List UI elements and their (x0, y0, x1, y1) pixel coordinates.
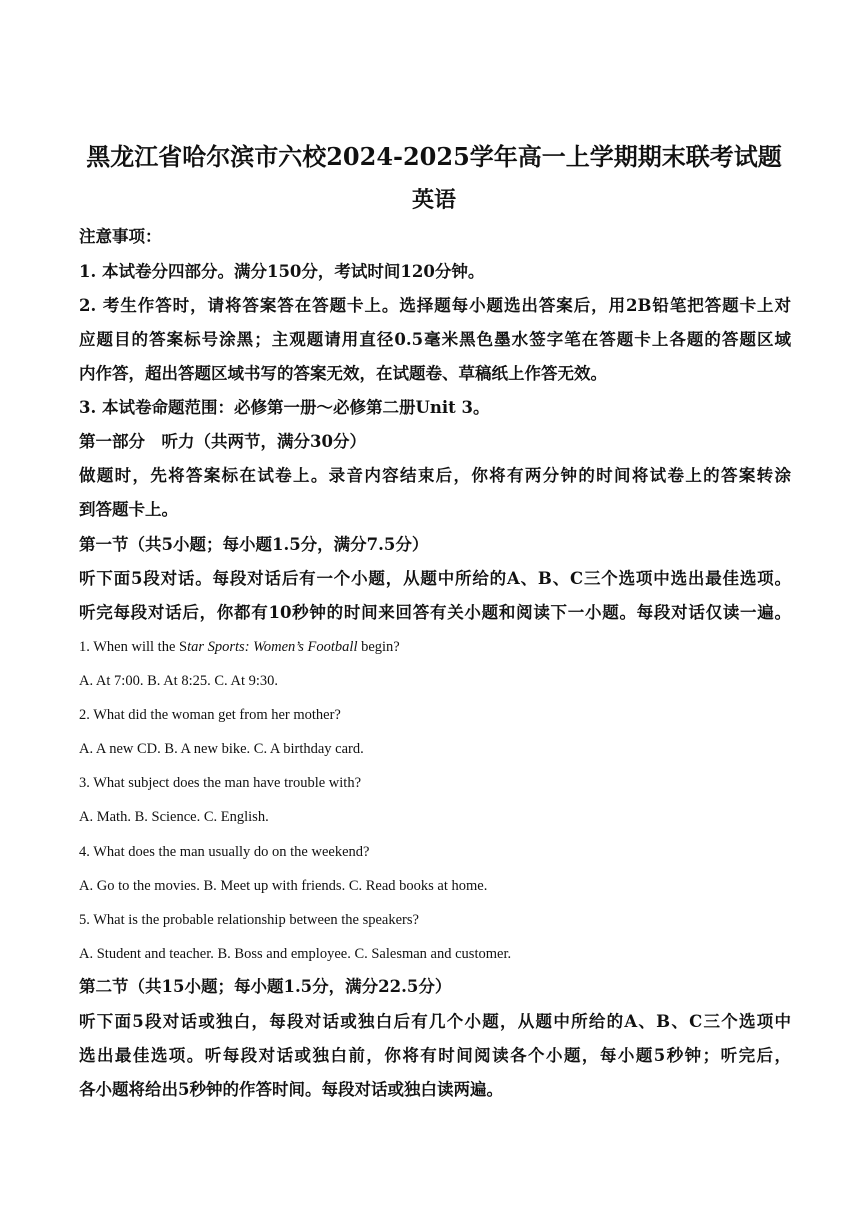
section2-instruction: 听下面5段对话或独白，每段对话或独白后有几个小题，从题中所给的A、B、C三个选项中 (79, 1012, 791, 1031)
section2-heading: 第二节（共15小题；每小题1.5分，满分22.5分） (79, 977, 452, 996)
question-5-options: A. Student and teacher. B. Boss and employee. C. Salesman and customer. (79, 946, 512, 962)
notice-line: 1. 本试卷分四部分。满分150分，考试时间120分钟。 (79, 262, 485, 281)
question-2: 2. What did the woman get from her mother? (79, 707, 341, 723)
question-2-options: A. A new CD. B. A new bike. C. A birthday card. (79, 741, 364, 757)
programme-title: tar Sports: Women’s Football (187, 639, 358, 655)
question-3: 3. What subject does the man have trouble with? (79, 775, 361, 791)
part1-instruction: 到答题卡上。 (79, 500, 178, 519)
section1-heading: 第一节（共5小题；每小题1.5分，满分7.5分） (79, 535, 429, 554)
part1-heading: 第一部分 听力（共两节，满分30分） (79, 432, 366, 451)
question-text: 1. When will the S (79, 639, 188, 655)
section1-instruction: 听下面5段对话。每段对话后有一个小题，从题中所给的A、B、C三个选项中选出最佳选项。 (79, 569, 791, 588)
notice-line: 2. 考生作答时，请将答案答在答题卡上。选择题每小题选出答案后，用2B铅笔把答题卡上对 (79, 296, 791, 315)
section2-instruction: 选出最佳选项。听每段对话或独白前，你将有时间阅读各个小题，每小题5秒钟；听完后， (79, 1046, 791, 1065)
part1-instruction: 做题时，先将答案标在试卷上。录音内容结束后，你将有两分钟的时间将试卷上的答案转涂 (79, 466, 791, 485)
question-4-options: A. Go to the movies. B. Meet up with friends. C. Read books at home. (79, 878, 488, 894)
notice-line: 应题目的答案标号涂黑；主观题请用直径0.5毫米黑色墨水签字笔在答题卡上各题的答题区域 (79, 330, 791, 349)
exam-title: 黑龙江省哈尔滨市六校2024-2025学年高一上学期期末联考试题 (86, 142, 782, 171)
notice-line: 3. 本试卷命题范围：必修第一册～必修第二册Unit 3。 (79, 398, 490, 417)
question-1 (79, 637, 400, 657)
section2-instruction: 各小题将给出5秒钟的作答时间。每段对话或独白读两遍。 (79, 1080, 503, 1099)
section1-instruction: 听完每段对话后，你都有10秒钟的时间来回答有关小题和阅读下一小题。每段对话仅读一遍。 (79, 603, 791, 622)
notice-line: 内作答，超出答题区域书写的答案无效，在试题卷、草稿纸上作答无效。 (79, 364, 607, 383)
subject-title: 英语 (411, 187, 456, 213)
question-text-end: begin? (357, 639, 400, 655)
question-4: 4. What does the man usually do on the weekend? (79, 844, 370, 860)
notice-heading: 注意事项： (79, 227, 162, 246)
question-1-options: A. At 7:00. B. At 8:25. C. At 9:30. (79, 673, 278, 689)
question-3-options: A. Math. B. Science. C. English. (79, 809, 269, 825)
question-5: 5. What is the probable relationship between the speakers? (79, 912, 419, 928)
